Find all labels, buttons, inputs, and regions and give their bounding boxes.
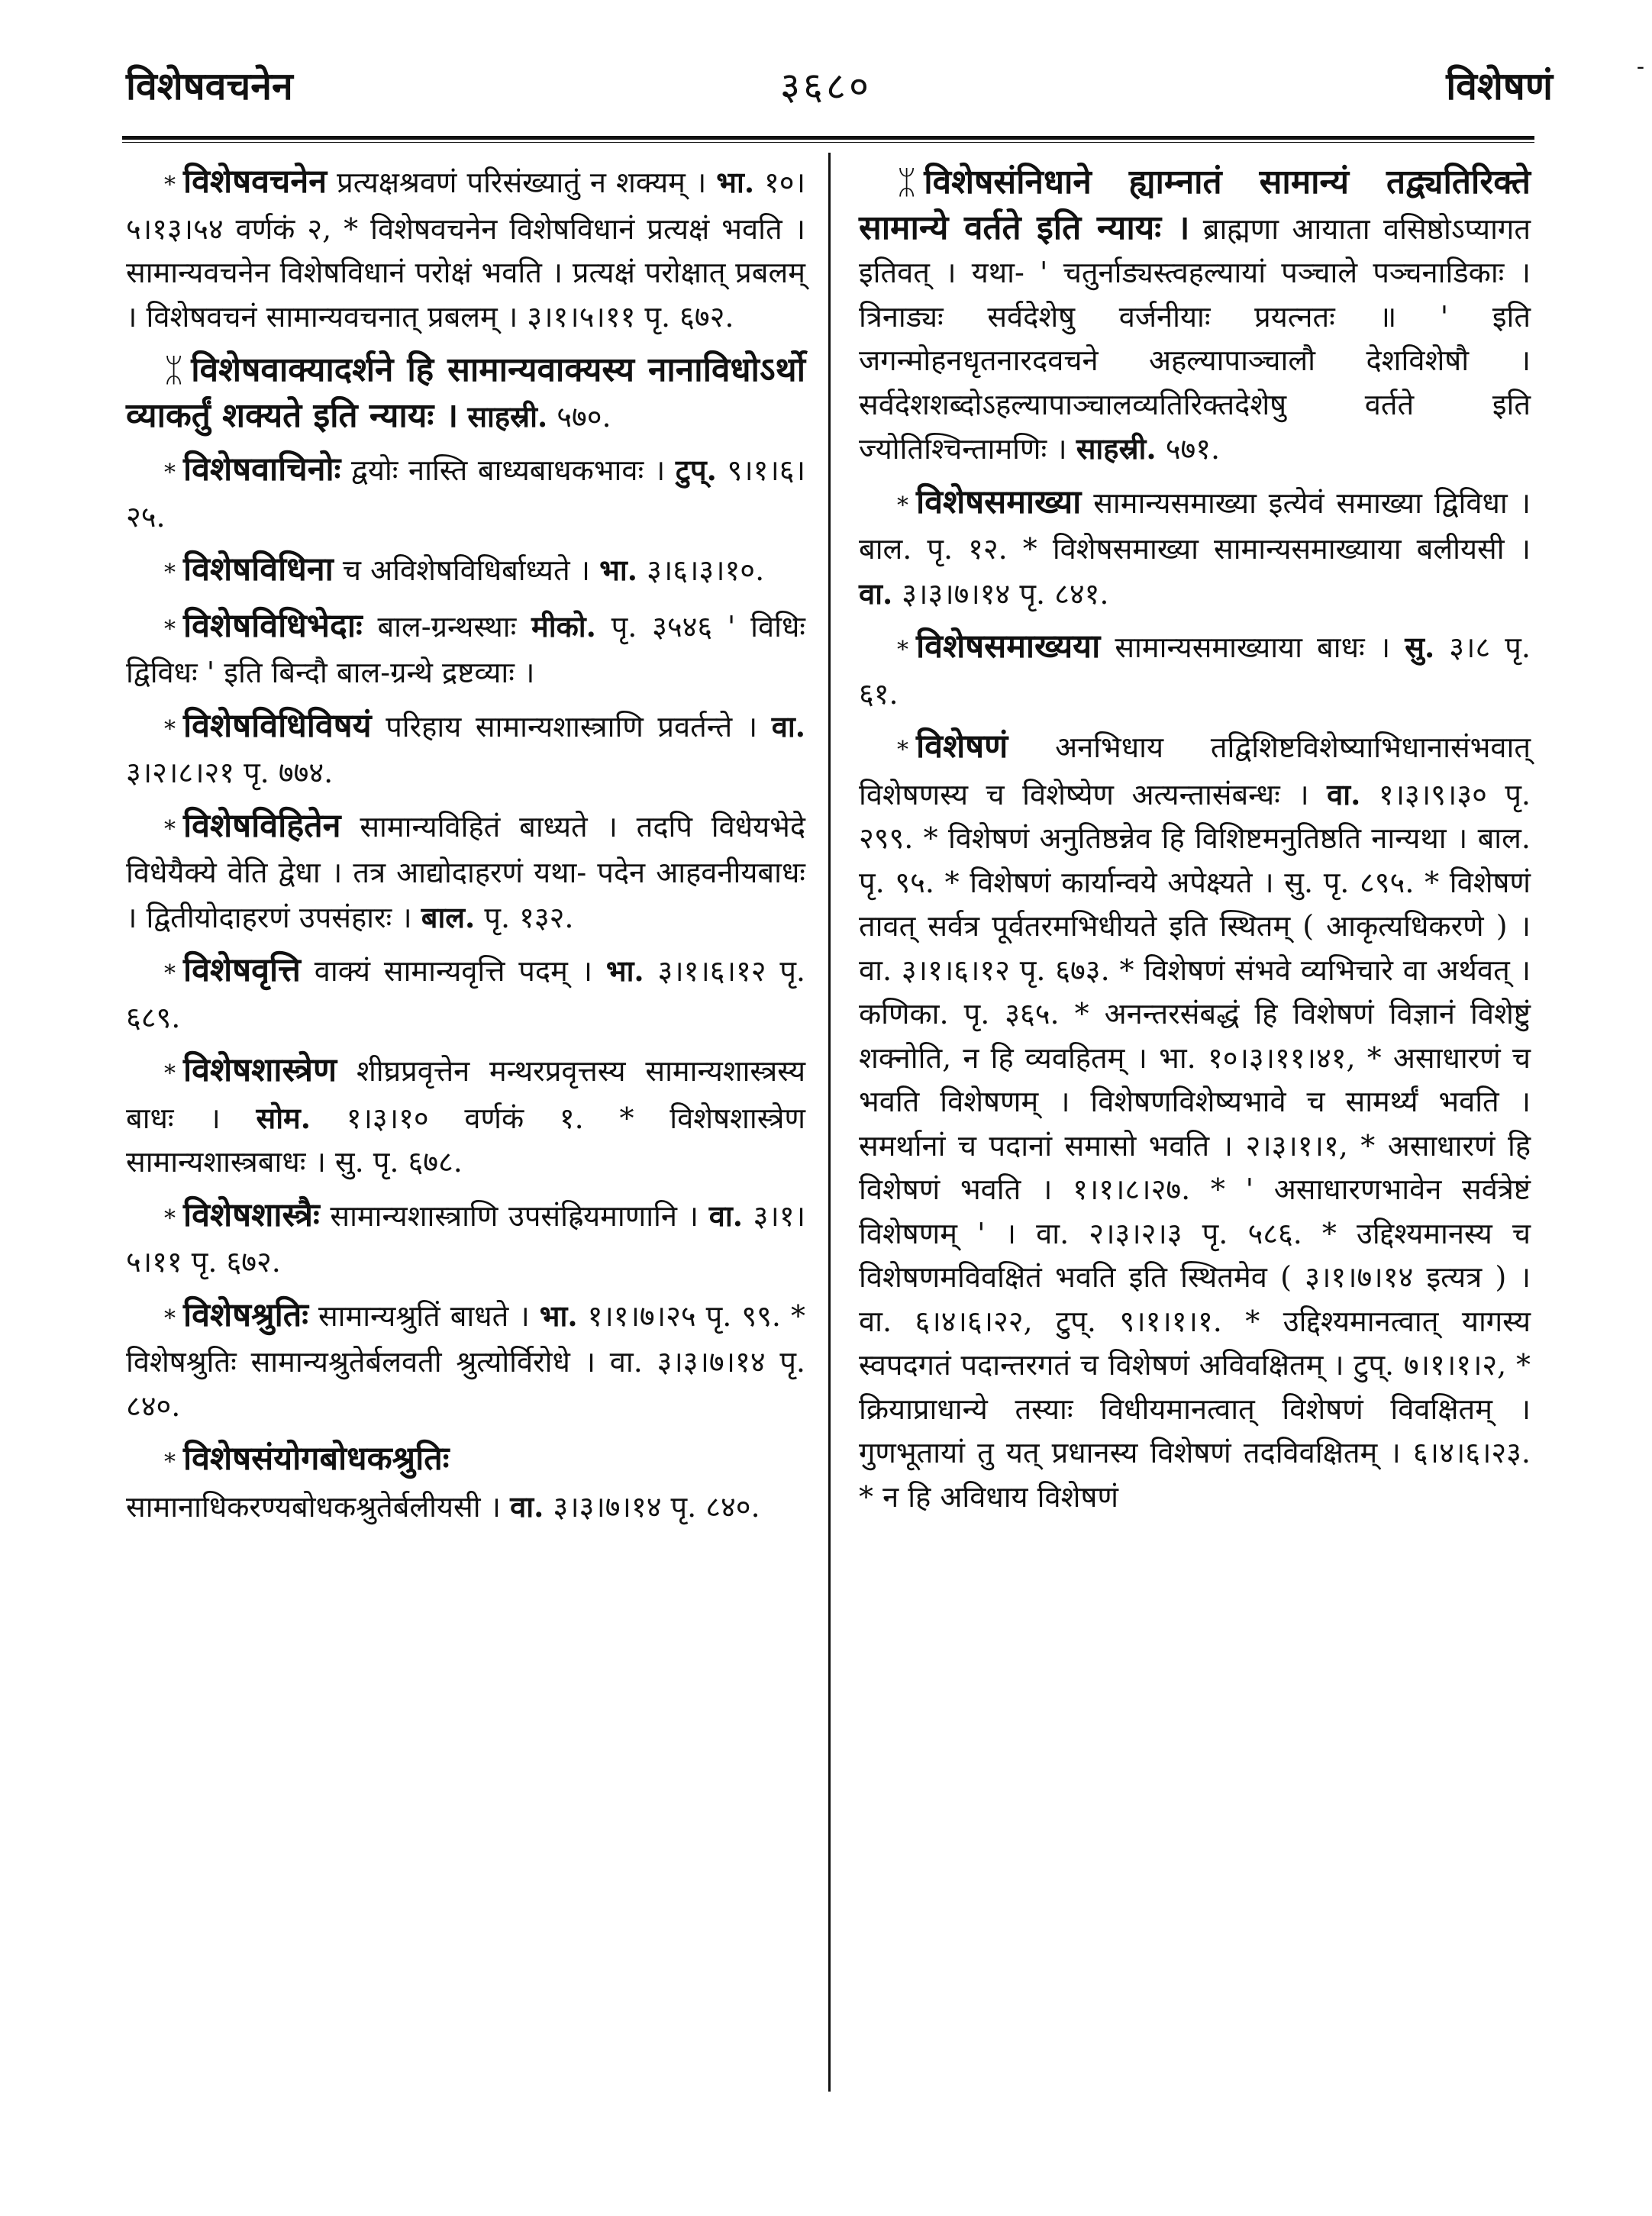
citation: ३।१।५।११ पृ. ६७२. <box>126 1198 805 1279</box>
entry-body: सामान्यसमाख्या इत्येवं समाख्या द्विविधा । बाल. पृ. १२. * विशेषसमाख्या सामान्यसमाख्याया बलीयसी । <box>859 485 1531 566</box>
citation: १।३।९।३० पृ. २९९. * विशेषणं अनुतिष्ठन्नेव हि विशिष्टमनुतिष्ठति नान्यथा । बाल. पृ. ९५. * विशेषणं कार्यान्वये अपेक्ष्यते । सु. पृ. ८९५. * विशेषणं तावत् सर्वत्र पूर्वतरमभिधीयते इति स्थितम् ( आकृत्यधिकरणे ) । वा. ३।१।६।१२ पृ. ६७३. * विशेषणं संभवे व्यभिचारे वा अर्थवत् । कणिका. पृ. ३६५. * अनन्तरसंबद्धं हि विशेषणं विज्ञानं विशेष्टुं शक्नोति, न हि व्यवहितम् । भा. १०।३।११।४१, * असाधारणं च भवति विशेषणम् । विशेषणविशेष्यभावे च सामर्थ्यं भवति । समर्थानां च पदानां समासो भवति । २।३।१।१, * असाधारणं हि विशेषणं भवति । १।१।८।२७. * ' असाधारणभावेन सर्वत्रेष्टं विशेषणम् ' । वा. २।३।२।३ पृ. ५८६. * उद्दिश्यमानस्य च विशेषणमविवक्षितं भवति इति स्थितमेव ( ३।१।७।१४ इत्यत्र ) । वा. ६।४।६।२२, टुप्. ९।१।१।१. * उद्दिश्यमानत्वात् यागस्य स्वपदगतं पदान्तरगतं च विशेषणं अविवक्षितम् । टुप्. ७।१।१।२, * क्रियाप्राधान्ये तस्याः विधीयमानत्वात् विशेषणं विवक्षितम् । गुणभूतायां तु यत् प्रधानस्य विशेषणं तदविवक्षितम् । ६।४।६।२३. * न हि अविधाय विशेषणं <box>859 777 1531 1514</box>
source-abbrev: वा. <box>510 1489 544 1524</box>
entry-body: द्वयोः नास्ति बाध्यबाधकभावः । <box>350 453 676 487</box>
entry-headword: विशेषविधिना <box>183 550 334 589</box>
dictionary-entry <box>859 725 1531 1519</box>
source-abbrev: सोम. <box>256 1100 311 1135</box>
source-abbrev: वा. <box>1327 776 1361 811</box>
entry-body: बाल-ग्रन्थस्थाः <box>377 609 532 644</box>
dictionary-entry <box>126 1437 805 1529</box>
source-abbrev: साहस्री. <box>1076 431 1157 466</box>
entry-body: च अविशेषविधिर्बाध्यते । <box>342 553 600 587</box>
source-abbrev: मीको. <box>531 608 596 644</box>
source-abbrev: वा. <box>771 708 805 744</box>
dictionary-entry <box>126 548 805 595</box>
source-abbrev: वा. <box>859 576 893 611</box>
entry-headword: विशेषसंयोगबोधकश्रुतिः <box>183 1440 450 1478</box>
entry-headword: विशेषश्रुतिः <box>183 1295 308 1334</box>
dictionary-entry <box>126 160 805 339</box>
source-abbrev: वा. <box>708 1198 743 1233</box>
entry-body: सामानाधिकरण्यबोधकश्रुतेर्बलीयसी । <box>126 1489 511 1524</box>
entry-body: वाक्यं सामान्यवृत्ति पदम् । <box>314 954 606 988</box>
asterisk-icon: * <box>164 1449 176 1476</box>
citation: १।१।७।२५ पृ. ९९. * विशेषश्रुतिः सामान्यश्रुतेर्बलवती श्रुत्योर्विरोधे । वा. ३।३।७।१४ पृ. ८४०. <box>126 1298 805 1423</box>
entry-body: सामान्यसमाख्याया बाधः । <box>1115 631 1405 664</box>
entry-headword: विशेषसंनिधाने ह्याम्नातं सामान्यं तद्व्यतिरिक्ते सामान्ये वर्तते इति न्यायः । <box>859 163 1531 247</box>
entry-body: अनभिधाय तद्विशिष्टविशेष्याभिधानासंभवात् विशेषणस्य च विशेष्येण अत्यन्तासंबन्धः । <box>859 731 1531 811</box>
entry-body: प्रत्यक्षश्रवणं परिसंख्यातुं न शक्यम् । <box>337 166 717 199</box>
source-abbrev: भा. <box>539 1298 578 1333</box>
source-abbrev: टुप्. <box>675 453 717 487</box>
citation: पृ. ३५४६ ' विधिः द्विविधः ' इति बिन्दौ बाल-ग्रन्थे द्रष्टव्याः । <box>126 609 805 689</box>
running-head-right: विशेषणं <box>1446 63 1553 108</box>
dictionary-entry <box>126 1294 805 1429</box>
entry-headword: विशेषविहितेन <box>183 806 341 845</box>
column-divider <box>828 153 831 2092</box>
asterisk-icon: * <box>164 615 176 643</box>
asterisk-icon: * <box>164 960 176 987</box>
entry-headword: विशेषशास्त्रेण <box>183 1051 337 1089</box>
dictionary-entry <box>859 625 1531 716</box>
citation: ३।८ पृ. ६१. <box>859 631 1531 711</box>
asterisk-icon: * <box>164 560 176 586</box>
asterisk-icon: * <box>897 737 908 763</box>
entry-body: परिहाय सामान्यशास्त्राणि प्रवर्तन्ते । <box>386 709 772 744</box>
citation: ९।१।६।२५. <box>126 453 805 534</box>
left-column <box>126 160 805 1538</box>
entry-headword: विशेषविधिविषयं <box>183 706 372 745</box>
entry-body: ब्राह्मणा आयाता वसिष्ठोऽप्यागत इतिवत् । यथा- ' चतुर्नाड्यस्त्वहल्यायां पञ्चाले पञ्चनाडिकाः । त्रिनाड्यः सर्वदेशेषु वर्जनीयाः प्रयत्नतः ॥ ' इति जगन्मोहनधृतनारदवचने अहल्यापाञ्चालौ देशविशेषौ । सर्वदेशशब्दोऽहल्यापाञ्चालव्यतिरिक्तदेशेषु वर्तते इति ज्योतिश्चिन्तामणिः । <box>859 211 1531 466</box>
citation: ३।१।६।१२ पृ. ६८९. <box>126 954 805 1034</box>
citation: ५७०. <box>557 399 611 434</box>
dictionary-entry <box>126 949 805 1040</box>
entry-body: सामान्यश्रुतिं बाधते । <box>318 1298 540 1333</box>
entry-body: सामान्यविहितं बाध्यते । तदपि विधेयभेदे विधेयैक्ये वेति द्वेधा । तत्र आद्योदाहरणं यथा- पदेन आहवनीयबाधः । द्वितीयोदाहरणं उपसंहारः । <box>126 809 805 934</box>
asterisk-icon: * <box>164 460 176 486</box>
dictionary-entry <box>126 605 805 695</box>
dictionary-entry <box>126 805 805 940</box>
entry-headword: विशेषसमाख्यया <box>916 627 1101 666</box>
entry-headword: विशेषविधिभेदाः <box>183 606 363 645</box>
dictionary-entry <box>126 1194 805 1285</box>
entry-headword: विशेषवृत्ति <box>183 951 301 989</box>
asterisk-icon: * <box>897 492 908 519</box>
citation: १।३।१० वर्णकं १. * विशेषशास्त्रेण सामान्यशास्त्रबाधः । सु. पृ. ६७८. <box>126 1101 805 1179</box>
running-head-left: विशेषवचनेन <box>126 63 293 108</box>
nyaya-marker-icon: ᛯ <box>897 163 917 201</box>
source-abbrev: साहस्री. <box>467 398 548 434</box>
edge-mark: - <box>1636 53 1644 80</box>
source-abbrev: भा. <box>599 553 637 587</box>
source-abbrev: भा. <box>716 165 755 199</box>
dictionary-entry <box>859 481 1531 617</box>
page-number: ३६८० <box>780 64 872 108</box>
entry-headword: विशेषवाचिनोः <box>183 450 341 489</box>
citation: १०।५।१३।५४ वर्णकं २, * विशेषवचनेन विशेषविधानं प्रत्यक्षं भवति । सामान्यवचनेन विशेषविधानं परोक्षं भवति । प्रत्यक्षं परोक्षात् प्रबलम् । विशेषवचनं सामान्यवचनात् प्रबलम् । ३।१।५।११ पृ. ६७२. <box>126 166 805 334</box>
nyaya-marker-icon: ᛯ <box>164 351 184 389</box>
entry-body: शीघ्रप्रवृत्तेन मन्थरप्रवृत्तस्य सामान्यशास्त्रस्य बाधः । <box>126 1054 805 1135</box>
dictionary-entry <box>126 448 805 539</box>
dictionary-entry <box>126 1049 805 1185</box>
header-rule-thin <box>122 142 1534 143</box>
asterisk-icon: * <box>164 1205 176 1232</box>
entry-headword: विशेषवाक्यादर्शने हि सामान्यवाक्यस्य नानाविधोऽर्थो व्याकर्तुं शक्यते इति न्यायः । <box>126 350 805 435</box>
source-abbrev: सु. <box>1405 630 1435 664</box>
entry-body: सामान्यशास्त्राणि उपसंह्रियमाणानि । <box>330 1198 709 1233</box>
citation: ३।३।७।१४ पृ. ८४१. <box>902 576 1109 611</box>
source-abbrev: बाल. <box>421 899 476 934</box>
asterisk-icon: * <box>164 715 176 743</box>
entry-headword: विशेषवचनेन <box>183 163 327 201</box>
asterisk-icon: * <box>164 1060 176 1087</box>
nyaya-entry <box>126 348 805 439</box>
source-abbrev: भा. <box>605 953 644 988</box>
dictionary-entry <box>126 705 805 795</box>
header-rule <box>122 136 1534 140</box>
entry-headword: विशेषसमाख्या <box>916 482 1082 521</box>
right-column <box>859 160 1531 1528</box>
nyaya-entry <box>859 160 1531 472</box>
asterisk-icon: * <box>164 815 176 843</box>
asterisk-icon: * <box>164 1305 176 1332</box>
entry-headword: विशेषशास्त्रैः <box>183 1195 320 1234</box>
citation: ५७१. <box>1165 432 1221 466</box>
entry-headword: विशेषणं <box>916 727 1008 766</box>
citation: पृ. १३२. <box>484 900 574 934</box>
asterisk-icon: * <box>164 172 176 198</box>
citation: ३।२।८।२१ पृ. ७७४. <box>126 756 334 789</box>
citation: ३।६।३।१०. <box>647 553 765 587</box>
citation: ३।३।७।१४ पृ. ८४०. <box>553 1489 760 1524</box>
asterisk-icon: * <box>897 637 908 663</box>
